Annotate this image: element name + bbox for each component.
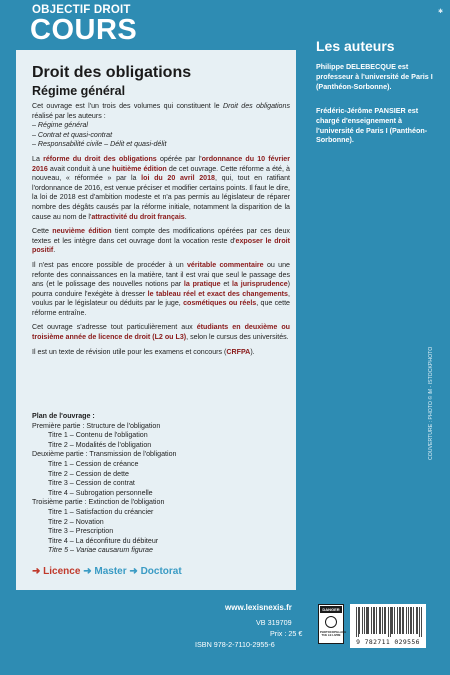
barcode-bar bbox=[417, 607, 418, 634]
prohibited-icon bbox=[325, 616, 337, 628]
barcode-bar bbox=[371, 607, 372, 634]
highlighted-text: véritable commentaire bbox=[186, 260, 264, 269]
paragraph-audience bbox=[32, 323, 290, 342]
barcode-bar bbox=[362, 607, 363, 634]
plan-heading: Plan de l'ouvrage : bbox=[32, 412, 95, 420]
corner-mark: ✱ bbox=[438, 9, 444, 15]
book-description bbox=[32, 102, 290, 362]
paragraph-text: Cet ouvrage s'adresse tout particulièrement aux bbox=[32, 323, 197, 332]
paragraph-text: ) pourra conduire l'exégète à dresser bbox=[32, 280, 291, 298]
paragraph-text: opérée par l' bbox=[156, 154, 202, 163]
barcode-bar bbox=[382, 607, 383, 634]
isbn: ISBN 978-2-7110-2955-6 bbox=[195, 640, 275, 649]
barcode-bar bbox=[373, 607, 374, 634]
barcode-bar bbox=[380, 607, 381, 634]
volume-item: – Régime général bbox=[32, 121, 88, 130]
paragraph-text: ). bbox=[250, 347, 255, 356]
arrow-icon: ➜ bbox=[32, 566, 41, 577]
paragraph-text: , qui, tout en ratifiant l'ordonnance de 2016, est venue préciser et modifier certains points. Il faut le dire, la loi de 2018 est d'ambition modeste et n'a pas permis au législateur de réparer nombre des dégâts causés par la réforme initiale, notamment la disparition de la cause au nom de l' bbox=[32, 174, 290, 221]
highlighted-text: étudiants en deuxième ou troisième année de licence de droit (L2 ou L3) bbox=[32, 323, 290, 342]
paragraph-text: Il est un texte de révision utile pour les examens et concours ( bbox=[32, 347, 227, 356]
highlighted-text: réforme du droit des obligations bbox=[43, 154, 157, 163]
level-indicator bbox=[32, 566, 182, 577]
plan-title-item: Titre 1 – Satisfaction du créancier bbox=[48, 507, 154, 516]
highlighted-text: ordonnance du 10 février 2016 bbox=[32, 154, 291, 173]
barcode-bar bbox=[366, 607, 367, 634]
barcode-box bbox=[350, 604, 426, 648]
highlighted-text: neuvième édition bbox=[52, 227, 112, 236]
paragraph-text: ou une refonte des connaissances en la matière, tant il est vrai que seul le passage des ans (et le polissage des nouvelles notions par bbox=[32, 260, 290, 289]
publisher-website: www.lexisnexis.fr bbox=[225, 603, 292, 612]
highlighted-text: CRFPA bbox=[226, 347, 251, 356]
plan-title-item: Titre 2 – Modalités de l'obligation bbox=[48, 440, 152, 449]
barcode-bar bbox=[374, 607, 375, 634]
highlighted-text: la jurisprudence bbox=[232, 280, 288, 289]
authors-heading: Les auteurs bbox=[316, 38, 395, 54]
title-reference: Droit des obligations bbox=[222, 102, 290, 110]
barcode-bar bbox=[400, 607, 401, 634]
paragraph-exams bbox=[32, 348, 290, 358]
price: Prix : 25 € bbox=[270, 629, 303, 638]
barcode-bar bbox=[358, 607, 359, 637]
plan-part-title: Troisième partie : Extinction de l'obligation bbox=[32, 498, 165, 507]
highlighted-text: cosmétiques ou réels bbox=[183, 299, 257, 308]
highlighted-text: le tableau réel et exact des changements bbox=[147, 289, 288, 298]
paragraph-text: . bbox=[184, 212, 187, 221]
paragraph-text: La bbox=[32, 154, 44, 163]
barcode-bar bbox=[408, 607, 409, 634]
product-code: VB 319709 bbox=[256, 618, 292, 627]
barcode-bar bbox=[364, 607, 365, 634]
barcode-number: 9 782711 029556 bbox=[356, 638, 420, 646]
paragraph-text: . bbox=[53, 246, 56, 255]
paragraph-text: et bbox=[220, 280, 233, 289]
plan-title-item: Titre 4 – Subrogation personnelle bbox=[48, 488, 153, 497]
danger-photocopy-logo bbox=[318, 604, 347, 644]
plan-title-item: Titre 2 – Novation bbox=[48, 517, 104, 526]
barcode-bar bbox=[368, 607, 369, 634]
author-bio: Philippe DELEBECQUE est professeur à l'université de Paris I (Panthéon-Sorbonne). bbox=[316, 62, 433, 91]
plan-part-title: Première partie : Structure de l'obligation bbox=[32, 421, 161, 430]
barcode-bar bbox=[397, 607, 398, 634]
author-bio: Frédéric-Jérôme PANSIER est chargé d'enseignement à l'université de Paris I (Panthéon-Sorbonne). bbox=[316, 106, 428, 145]
plan-parts bbox=[32, 422, 290, 556]
plan-title-item: Titre 4 – La déconfiture du débiteur bbox=[48, 536, 159, 545]
plan-title-item: Titre 3 – Cession de contrat bbox=[48, 479, 135, 488]
paragraph-text: , voulus par le législateur ou déduits par le juge, bbox=[32, 289, 290, 308]
barcode-bar bbox=[379, 607, 380, 634]
barcode-bar bbox=[392, 607, 393, 634]
paragraph-text: , que cette réforme entraîne. bbox=[32, 299, 290, 317]
volume-item: – Contrat et quasi-contrat bbox=[32, 130, 113, 139]
paragraph-text: , selon le cursus des universités. bbox=[186, 333, 289, 342]
plan-title-item: Titre 1 – Contenu de l'obligation bbox=[48, 431, 148, 440]
barcode-bar bbox=[388, 607, 389, 637]
paragraph-text: Cette bbox=[32, 227, 53, 236]
paragraph-intro: Cet ouvrage est l'un trois des volumes qui constituent le Droit des obligations réalisé par les auteurs : – Régime général – Contrat et quasi-contrat – Responsabilité civile – Délit et quasi-délit bbox=[32, 102, 290, 149]
highlighted-text: la pratique bbox=[183, 280, 221, 289]
barcode-bar bbox=[359, 607, 360, 634]
barcode-bar bbox=[356, 607, 357, 637]
arrow-icon: ➜ bbox=[83, 566, 92, 577]
highlighted-text: exposer le droit positif bbox=[32, 236, 290, 255]
plan-title-item: Titre 5 – Variae causarum figurae bbox=[48, 546, 153, 555]
barcode-icon bbox=[356, 607, 422, 637]
book-title: Droit des obligations bbox=[32, 64, 192, 81]
level-doctorat: Doctorat bbox=[140, 566, 182, 577]
paragraph-text: Il n'est pas encore possible de procéder à un bbox=[32, 260, 187, 269]
level-master: Master bbox=[94, 566, 127, 577]
paragraph-text: de cet ouvrage. Cette réforme a été, à nouveau, « réformée » par la bbox=[32, 164, 291, 183]
highlighted-text: attractivité du droit français bbox=[91, 212, 185, 221]
paragraph-reform bbox=[32, 155, 290, 222]
photo-credit: COUVERTURE : PHOTO © iM - ISTOCKPHOTO bbox=[428, 346, 434, 460]
plan-title-item: Titre 2 – Cession de dette bbox=[48, 469, 129, 478]
barcode-bar bbox=[411, 607, 412, 634]
barcode-bar bbox=[421, 607, 422, 637]
barcode-bar bbox=[413, 607, 414, 634]
paragraph-commentary bbox=[32, 261, 290, 319]
barcode-bar bbox=[391, 607, 392, 634]
highlighted-text: huitième édition bbox=[112, 164, 167, 173]
danger-label: DANGER bbox=[320, 606, 342, 613]
barcode-bar bbox=[384, 607, 385, 634]
plan-title-item: Titre 1 – Cession de créance bbox=[48, 459, 139, 468]
barcode-bar bbox=[390, 607, 391, 637]
barcode-bar bbox=[406, 607, 407, 634]
barcode-bar bbox=[410, 607, 411, 634]
barcode-bar bbox=[367, 607, 368, 634]
barcode-bar bbox=[419, 607, 420, 637]
volume-item: – Responsabilité civile – Délit et quasi-délit bbox=[32, 140, 167, 149]
plan-title-item: Titre 3 – Prescription bbox=[48, 527, 114, 536]
level-licence: Licence bbox=[43, 566, 81, 577]
barcode-bar bbox=[403, 607, 404, 634]
book-subtitle: Régime général bbox=[32, 84, 126, 98]
arrow-icon: ➜ bbox=[129, 566, 138, 577]
series-label: OBJECTIF DROIT bbox=[32, 4, 131, 16]
table-of-contents bbox=[32, 412, 290, 556]
paragraph-edition bbox=[32, 227, 290, 256]
paragraph-text: tient compte des modifications opérées par ces deux textes et les intègre dans cet ouvrage dont la vocation reste d' bbox=[32, 227, 290, 245]
highlighted-text: loi du 20 avril 2018 bbox=[141, 174, 215, 183]
plan-part-title: Deuxième partie : Transmission de l'obligation bbox=[32, 450, 177, 459]
barcode-bar bbox=[399, 607, 400, 634]
barcode-bar bbox=[376, 607, 377, 634]
barcode-bar bbox=[402, 607, 403, 634]
barcode-bar bbox=[385, 607, 386, 634]
barcode-bar bbox=[394, 607, 395, 634]
paragraph-text: avait conduit à une bbox=[47, 164, 113, 173]
product-reference bbox=[256, 617, 302, 639]
danger-caption: PHOTOCOPILLAGE TUE LE LIVRE bbox=[320, 630, 347, 638]
series-title: COURS bbox=[30, 14, 138, 46]
barcode-bar bbox=[416, 607, 417, 634]
